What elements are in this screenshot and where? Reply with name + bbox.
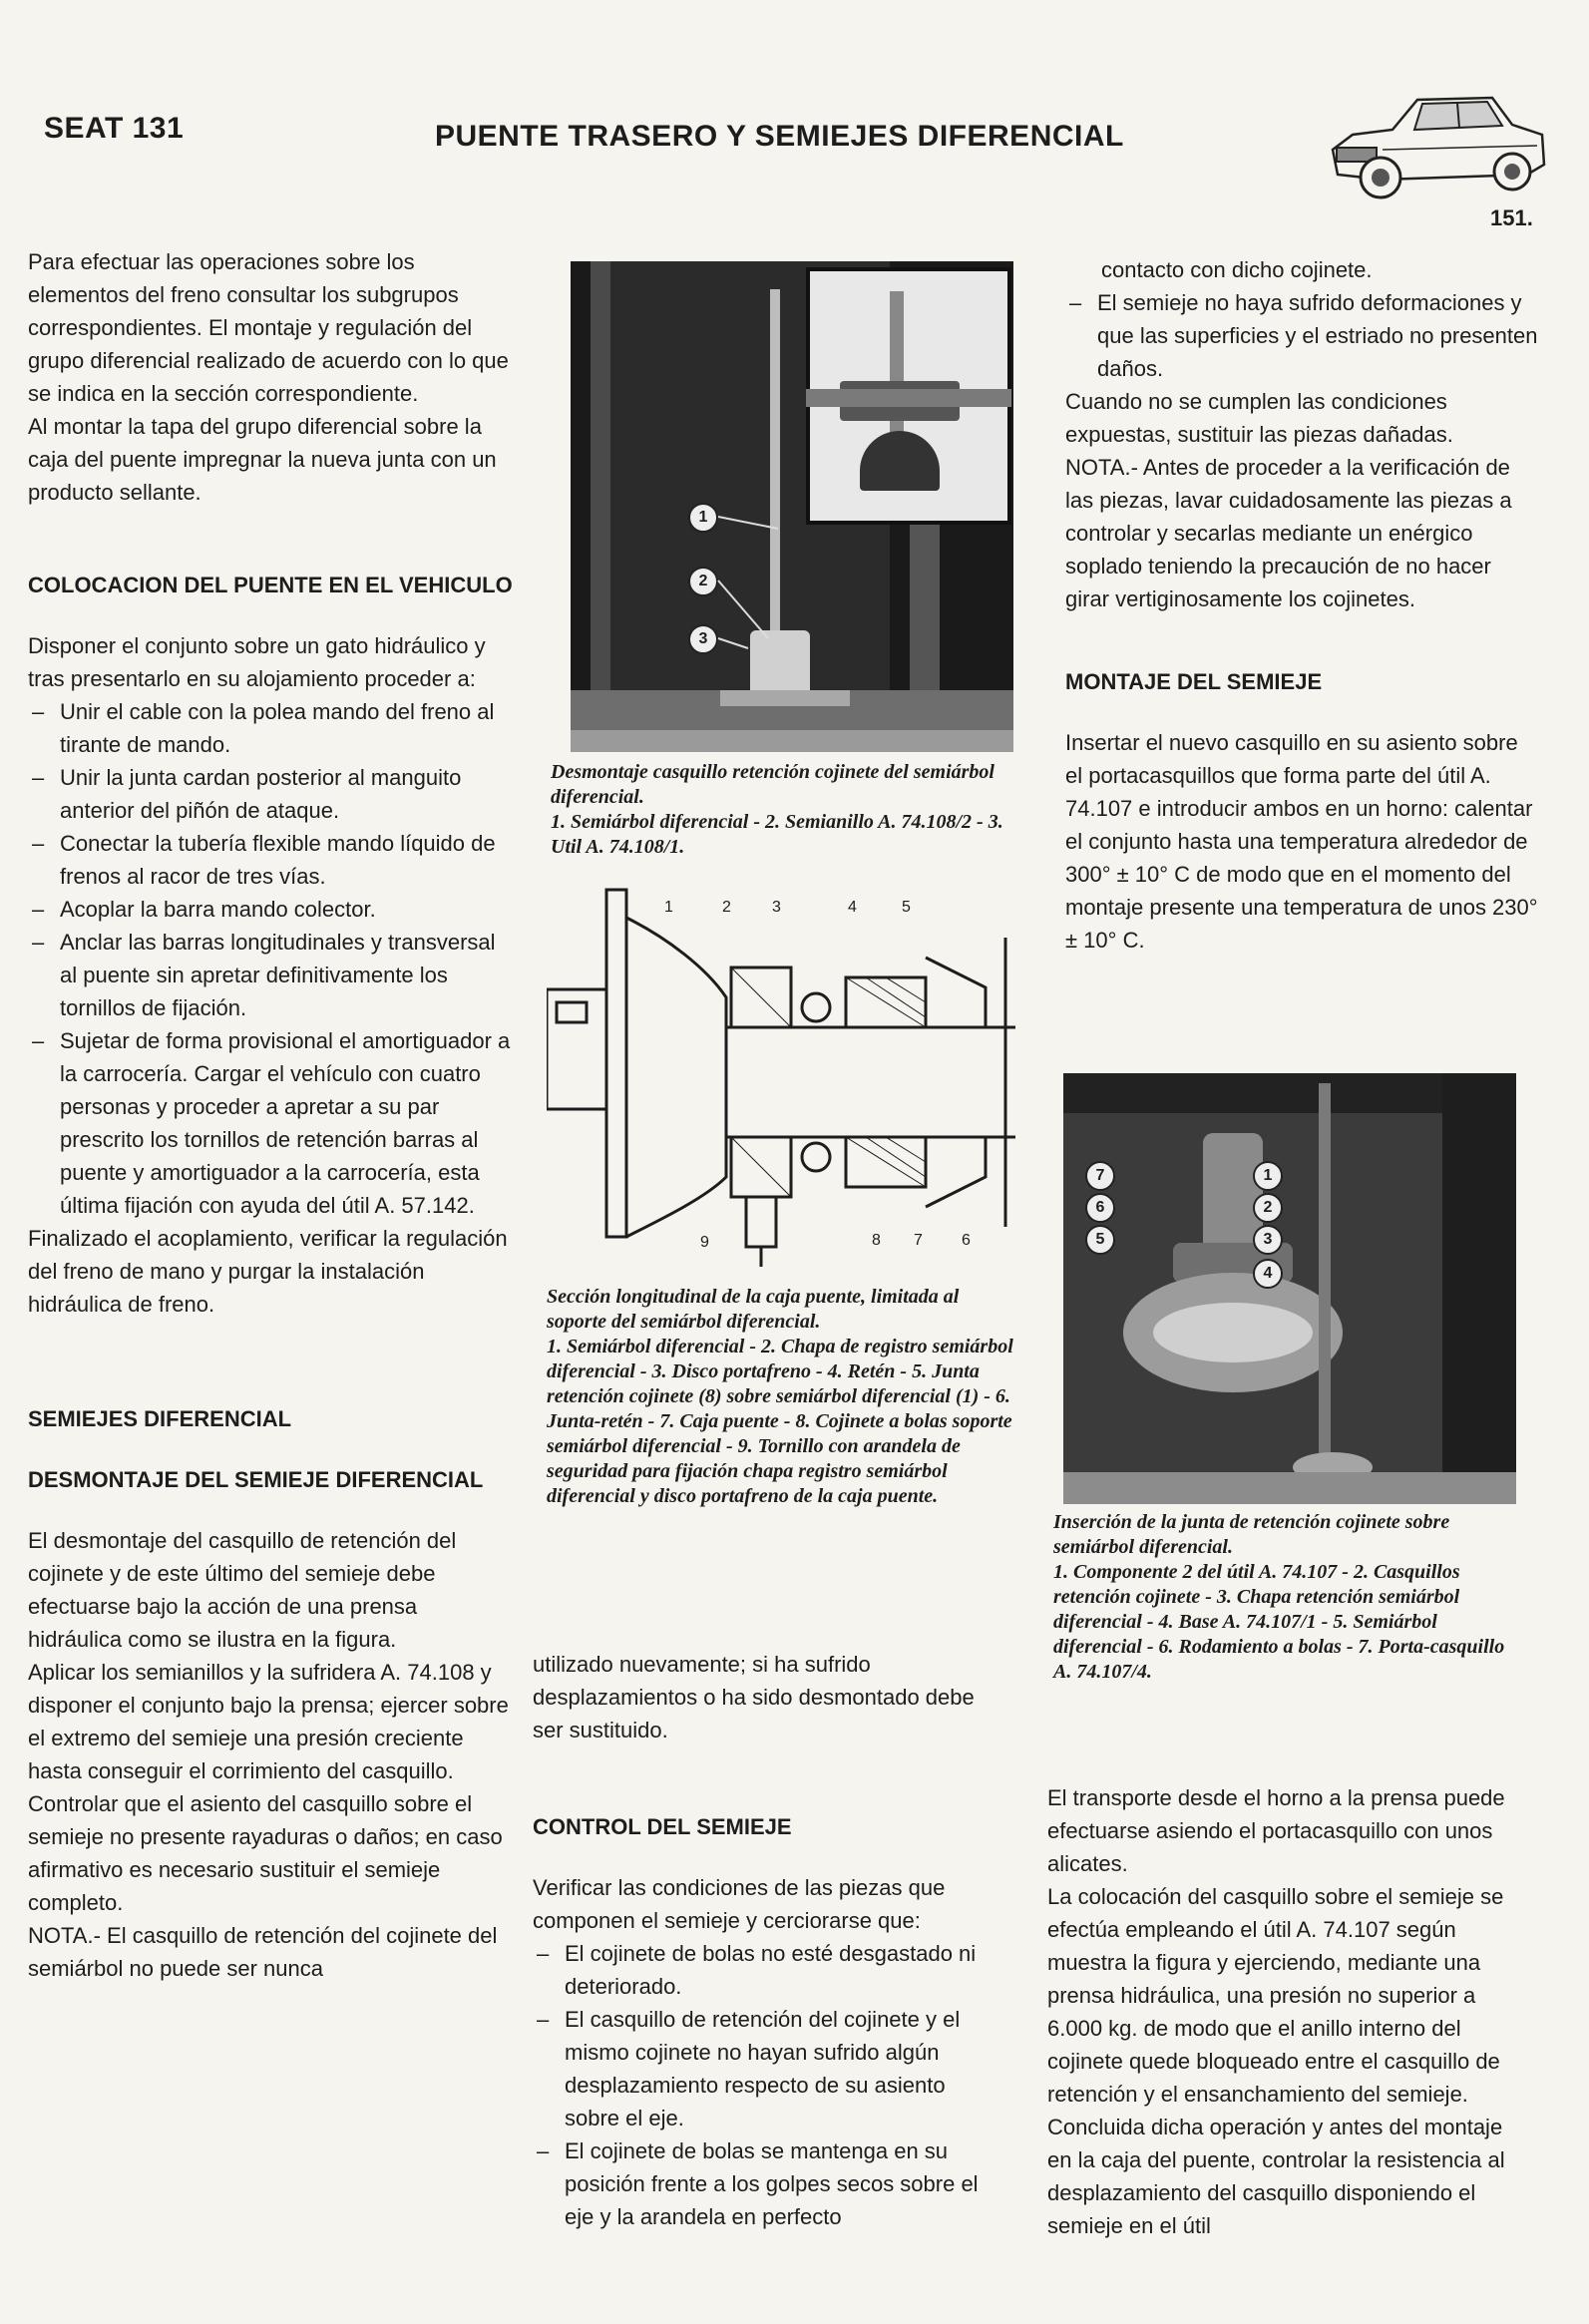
section-label: 3 xyxy=(772,899,781,916)
figure2-caption xyxy=(547,1285,1015,1509)
heading-control: CONTROL DEL SEMIEJE xyxy=(533,1814,792,1839)
section-label: 4 xyxy=(848,899,857,916)
header-model: SEAT 131 xyxy=(44,112,185,145)
desmontaje-p2: Aplicar los semianillos y la sufridera A. 74.108 y disponer el conjunto bajo la prensa; ejercer sobre el extremo del semieje una presión creciente hasta conseguir el corrimiento del casquillo. Controlar que el asiento del casquillo sobre el semieje no presente rayaduras o daños; en caso afirmativo es necesario sustituir el semieje completo. xyxy=(28,1660,509,1915)
heading-semiejes: SEMIEJES DIFERENCIAL xyxy=(28,1406,292,1431)
heading-desmontaje: DESMONTAJE DEL SEMIEJE DIFERENCIAL xyxy=(28,1467,484,1492)
end-p1: El transporte desde el horno a la prensa puede efectuarse asiendo el portacasquillo con unos alicates. xyxy=(1047,1785,1505,1876)
colocacion-steps xyxy=(28,695,513,1222)
page-number: 151. xyxy=(1490,205,1533,230)
continuation-list xyxy=(1065,286,1538,385)
callout-1: 1 xyxy=(688,503,718,533)
montaje-paragraph: Insertar el nuevo casquillo en su asiento sobre el portacasquillos que forma parte del útil A. 74.107 e introducir ambos en un horno: calentar el conjunto hasta una temperatura alrededor de 300° ± 10° C de modo que en el momento del montaje presente una temperatura de unos 230° ± 10° C. xyxy=(1065,730,1538,953)
control-items xyxy=(533,1937,1005,2233)
section-label: 1 xyxy=(664,899,673,916)
callout-3: 3 xyxy=(688,624,718,654)
colocacion-end: Finalizado el acoplamiento, verificar la regulación del freno de mano y purgar la instalación hidráulica de freno. xyxy=(28,1226,508,1317)
figure2-caption-title: Sección longitudinal de la caja puente, limitada al soporte del semiárbol diferencial. xyxy=(547,1286,960,1333)
section-label: 6 xyxy=(962,1232,971,1249)
figure1-caption-title: Desmontaje casquillo retención cojinete del semiárbol diferencial. xyxy=(551,761,994,808)
column-right-bottom xyxy=(1047,1781,1520,2242)
figure3-caption xyxy=(1053,1510,1526,1685)
callout-4: 4 xyxy=(1253,1259,1283,1289)
continuation-line: contacto con dicho cojinete. xyxy=(1101,257,1373,282)
column-left xyxy=(28,245,513,1985)
intro-paragraph: Para efectuar las operaciones sobre los elementos del freno consultar los subgrupos correspondientes. El montaje y regulación del grupo diferencial realizado de acuerdo con lo que se indica en la sección correspondiente. xyxy=(28,249,509,406)
replace-paragraph: Cuando no se cumplen las condiciones expuestas, sustituir las piezas dañadas. xyxy=(1065,389,1453,447)
callout-5: 5 xyxy=(1085,1225,1115,1255)
column-right-top xyxy=(1065,253,1538,957)
callout-7: 7 xyxy=(1085,1161,1115,1191)
section-drawing-figure xyxy=(547,878,1015,1277)
intro-paragraph: Al montar la tapa del grupo diferencial sobre la caja del puente impregnar la nueva junta con un producto sellante. xyxy=(28,414,497,505)
callout-leaders xyxy=(688,499,808,668)
section-label: 8 xyxy=(872,1232,881,1249)
sedan-car-icon xyxy=(1323,80,1552,209)
list-item: – Conectar la tubería flexible mando líquido de frenos al racor de tres vías. xyxy=(28,827,513,893)
page-title: PUENTE TRASERO Y SEMIEJES DIFERENCIAL xyxy=(435,120,1124,153)
callout-1: 1 xyxy=(1253,1161,1283,1191)
section-label: 9 xyxy=(700,1234,709,1251)
list-item: – El casquillo de retención del cojinete y el mismo cojinete no hayan sufrido algún desplazamiento respecto de su asiento sobre el eje. xyxy=(533,2003,1005,2134)
end-p2: La colocación del casquillo sobre el semieje se efectúa empleando el útil A. 74.107 según muestra la figura y ejerciendo, mediante una prensa hidráulica, una presión no superior a 6.000 kg. de modo que el anillo interno del cojinete quede bloqueado entre el casquillo de retención y el ensanchamiento del semieje. xyxy=(1047,1884,1504,2107)
control-intro: Verificar las condiciones de las piezas que componen el semieje y cerciorarse que: xyxy=(533,1875,946,1933)
section-label: 5 xyxy=(902,899,911,916)
desmontaje-p1: El desmontaje del casquillo de retención del cojinete y de este último del semieje debe efectuarse bajo la acción de una prensa hidráulica como se ilustra en la figura. xyxy=(28,1528,457,1652)
figure3-caption-items: 1. Componente 2 del útil A. 74.107 - 2. Casquillos retención cojinete - 3. Chapa retención semiárbol diferencial - 4. Base A. 74.107/1 - 5. Semiárbol diferencial - 6. Rodamiento a bolas - 7. Porta-casquillo A. 74.107/4. xyxy=(1053,1561,1505,1683)
list-item: – Unir el cable con la polea mando del freno al tirante de mando. xyxy=(28,695,513,761)
continuation-paragraph: utilizado nuevamente; si ha sufrido desplazamientos o ha sido desmontado debe ser sustituido. xyxy=(533,1652,975,1743)
figure1-caption xyxy=(551,760,1019,860)
callout-2: 2 xyxy=(1253,1193,1283,1223)
section-label: 7 xyxy=(914,1232,923,1249)
heading-colocacion: COLOCACION DEL PUENTE EN EL VEHICULO xyxy=(28,573,513,597)
figure3-caption-title: Inserción de la junta de retención cojinete sobre semiárbol diferencial. xyxy=(1053,1511,1450,1558)
callout-2: 2 xyxy=(688,567,718,596)
desmontaje-p3: NOTA.- El casquillo de retención del cojinete del semiárbol no puede ser nunca xyxy=(28,1923,498,1981)
list-item: – Anclar las barras longitudinales y transversal al puente sin apretar definitivamente los tornillos de fijación. xyxy=(28,926,513,1024)
heading-montaje: MONTAJE DEL SEMIEJE xyxy=(1065,669,1323,694)
callout-6: 6 xyxy=(1085,1193,1115,1223)
column-middle-text xyxy=(533,1648,1005,2233)
end-p3: Concluida dicha operación y antes del montaje en la caja del puente, controlar la resistencia al desplazamiento del casquillo disponiendo el semieje en el útil xyxy=(1047,2115,1505,2238)
list-item: – El cojinete de bolas no esté desgastado ni deteriorado. xyxy=(533,1937,1005,2003)
list-item: – El cojinete de bolas se mantenga en su posición frente a los golpes secos sobre el eje y la arandela en perfecto xyxy=(533,2134,1005,2233)
colocacion-intro: Disponer el conjunto sobre un gato hidráulico y tras presentarlo en su alojamiento proceder a: xyxy=(28,633,486,691)
section-label: 2 xyxy=(722,899,731,916)
figure1-caption-items: 1. Semiárbol diferencial - 2. Semianillo A. 74.108/2 - 3. Util A. 74.108/1. xyxy=(551,811,1003,858)
insertion-photo-figure xyxy=(1063,1073,1516,1504)
list-item: – El semieje no haya sufrido deformaciones y que las superficies y el estriado no presenten daños. xyxy=(1065,286,1538,385)
list-item: – Sujetar de forma provisional el amortiguador a la carrocería. Cargar el vehículo con cuatro personas y proceder a apretar a su par prescrito los tornillos de retención barras al puente y amortiguador a la carrocería, esta última fijación con ayuda del útil A. 57.142. xyxy=(28,1024,513,1222)
callout-3: 3 xyxy=(1253,1225,1283,1255)
list-item: – Unir la junta cardan posterior al manguito anterior del piñón de ataque. xyxy=(28,761,513,827)
nota-paragraph: NOTA.- Antes de proceder a la verificación de las piezas, lavar cuidadosamente las piezas a controlar y secarlas mediante un enérgico soplado teniendo la precaución de no hacer girar vertiginosamente los cojinetes. xyxy=(1065,455,1512,611)
list-item: – Acoplar la barra mando colector. xyxy=(28,893,513,926)
figure2-caption-items: 1. Semiárbol diferencial - 2. Chapa de registro semiárbol diferencial - 3. Disco portafreno - 4. Retén - 5. Junta retención cojinete (8) sobre semiárbol diferencial (1) - 6. Junta-retén - 7. Caja puente - 8. Cojinete a bolas soporte semiárbol diferencial - 9. Tornillo con arandela de seguridad para fijación chapa registro semiárbol diferencial y disco portafreno de la caja puente. xyxy=(547,1336,1013,1507)
